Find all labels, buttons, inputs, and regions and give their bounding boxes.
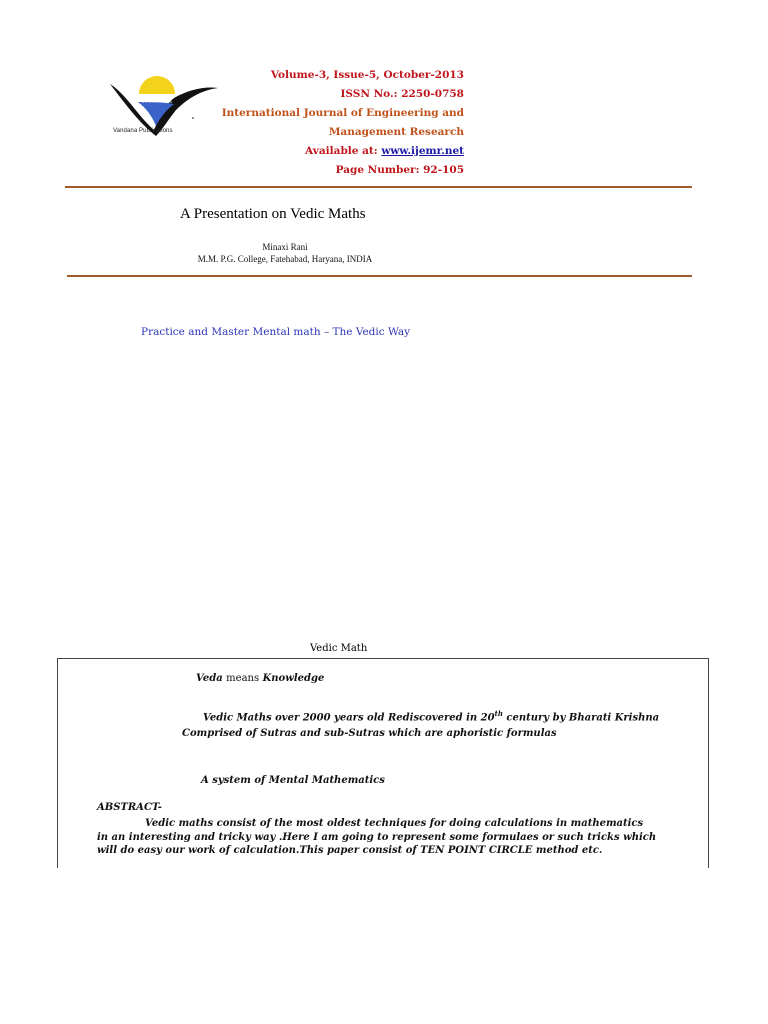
available-label: Available at: bbox=[305, 145, 378, 157]
abstract-heading: ABSTRACT- bbox=[97, 802, 162, 813]
logo-caption: Vandana Publications bbox=[113, 128, 173, 134]
issn-value: 2250-0758 bbox=[401, 88, 464, 100]
tagline: Practice and Master Mental math – The Vedic Way bbox=[141, 326, 411, 338]
page-number-line bbox=[222, 161, 464, 180]
available-line bbox=[222, 142, 464, 161]
header-divider bbox=[65, 186, 692, 188]
system-line: A system of Mental Mathematics bbox=[201, 775, 385, 786]
issn-label: ISSN No.: bbox=[340, 88, 398, 100]
box-caption: Vedic Math bbox=[310, 643, 368, 654]
veda-word: Veda bbox=[196, 673, 223, 684]
article-title: A Presentation on Vedic Maths bbox=[180, 206, 366, 222]
journal-name-line2: Management Research bbox=[328, 126, 464, 138]
title-divider bbox=[67, 275, 692, 277]
vedic-history-text-end: century by Bharati Krishna bbox=[506, 712, 660, 724]
page-number-label: Page Number: bbox=[335, 164, 420, 176]
means-word: means bbox=[226, 673, 260, 684]
volume-issue: Volume-3, Issue-5, October-2013 bbox=[270, 69, 464, 81]
page-number-value: 92-105 bbox=[423, 164, 464, 176]
author-name: Minaxi Rani bbox=[262, 242, 308, 252]
author-block bbox=[0, 241, 570, 265]
abstract-body bbox=[97, 817, 657, 858]
sutras-line: Comprised of Sutras and sub-Sutras which are aphoristic formulas bbox=[182, 728, 557, 739]
vedic-math-box bbox=[57, 658, 709, 868]
issn-line bbox=[222, 85, 464, 104]
abstract-text: Vedic maths consist of the most oldest techniques for doing calculations in mathematics in an interesting and tricky way .Here I am going to represent some formulaes or such tricks which will do easy our work of calculation.This paper consist of TEN POINT CIRCLE method etc. bbox=[97, 818, 657, 856]
vedic-history-text: Vedic Maths over 2000 years old Rediscovered in 20 bbox=[203, 712, 495, 724]
journal-name-line1: International Journal of Engineering and bbox=[221, 107, 464, 119]
journal-website-link[interactable]: www.ijemr.net bbox=[381, 145, 464, 157]
author-affiliation: M.M. P.G. College, Fatehabad, Haryana, INDIA bbox=[197, 254, 373, 264]
ordinal-superscript: th bbox=[494, 709, 503, 718]
knowledge-word: Knowledge bbox=[262, 673, 325, 684]
veda-meaning-line bbox=[196, 673, 324, 684]
vedic-history-line bbox=[203, 709, 659, 723]
journal-info bbox=[222, 66, 464, 180]
